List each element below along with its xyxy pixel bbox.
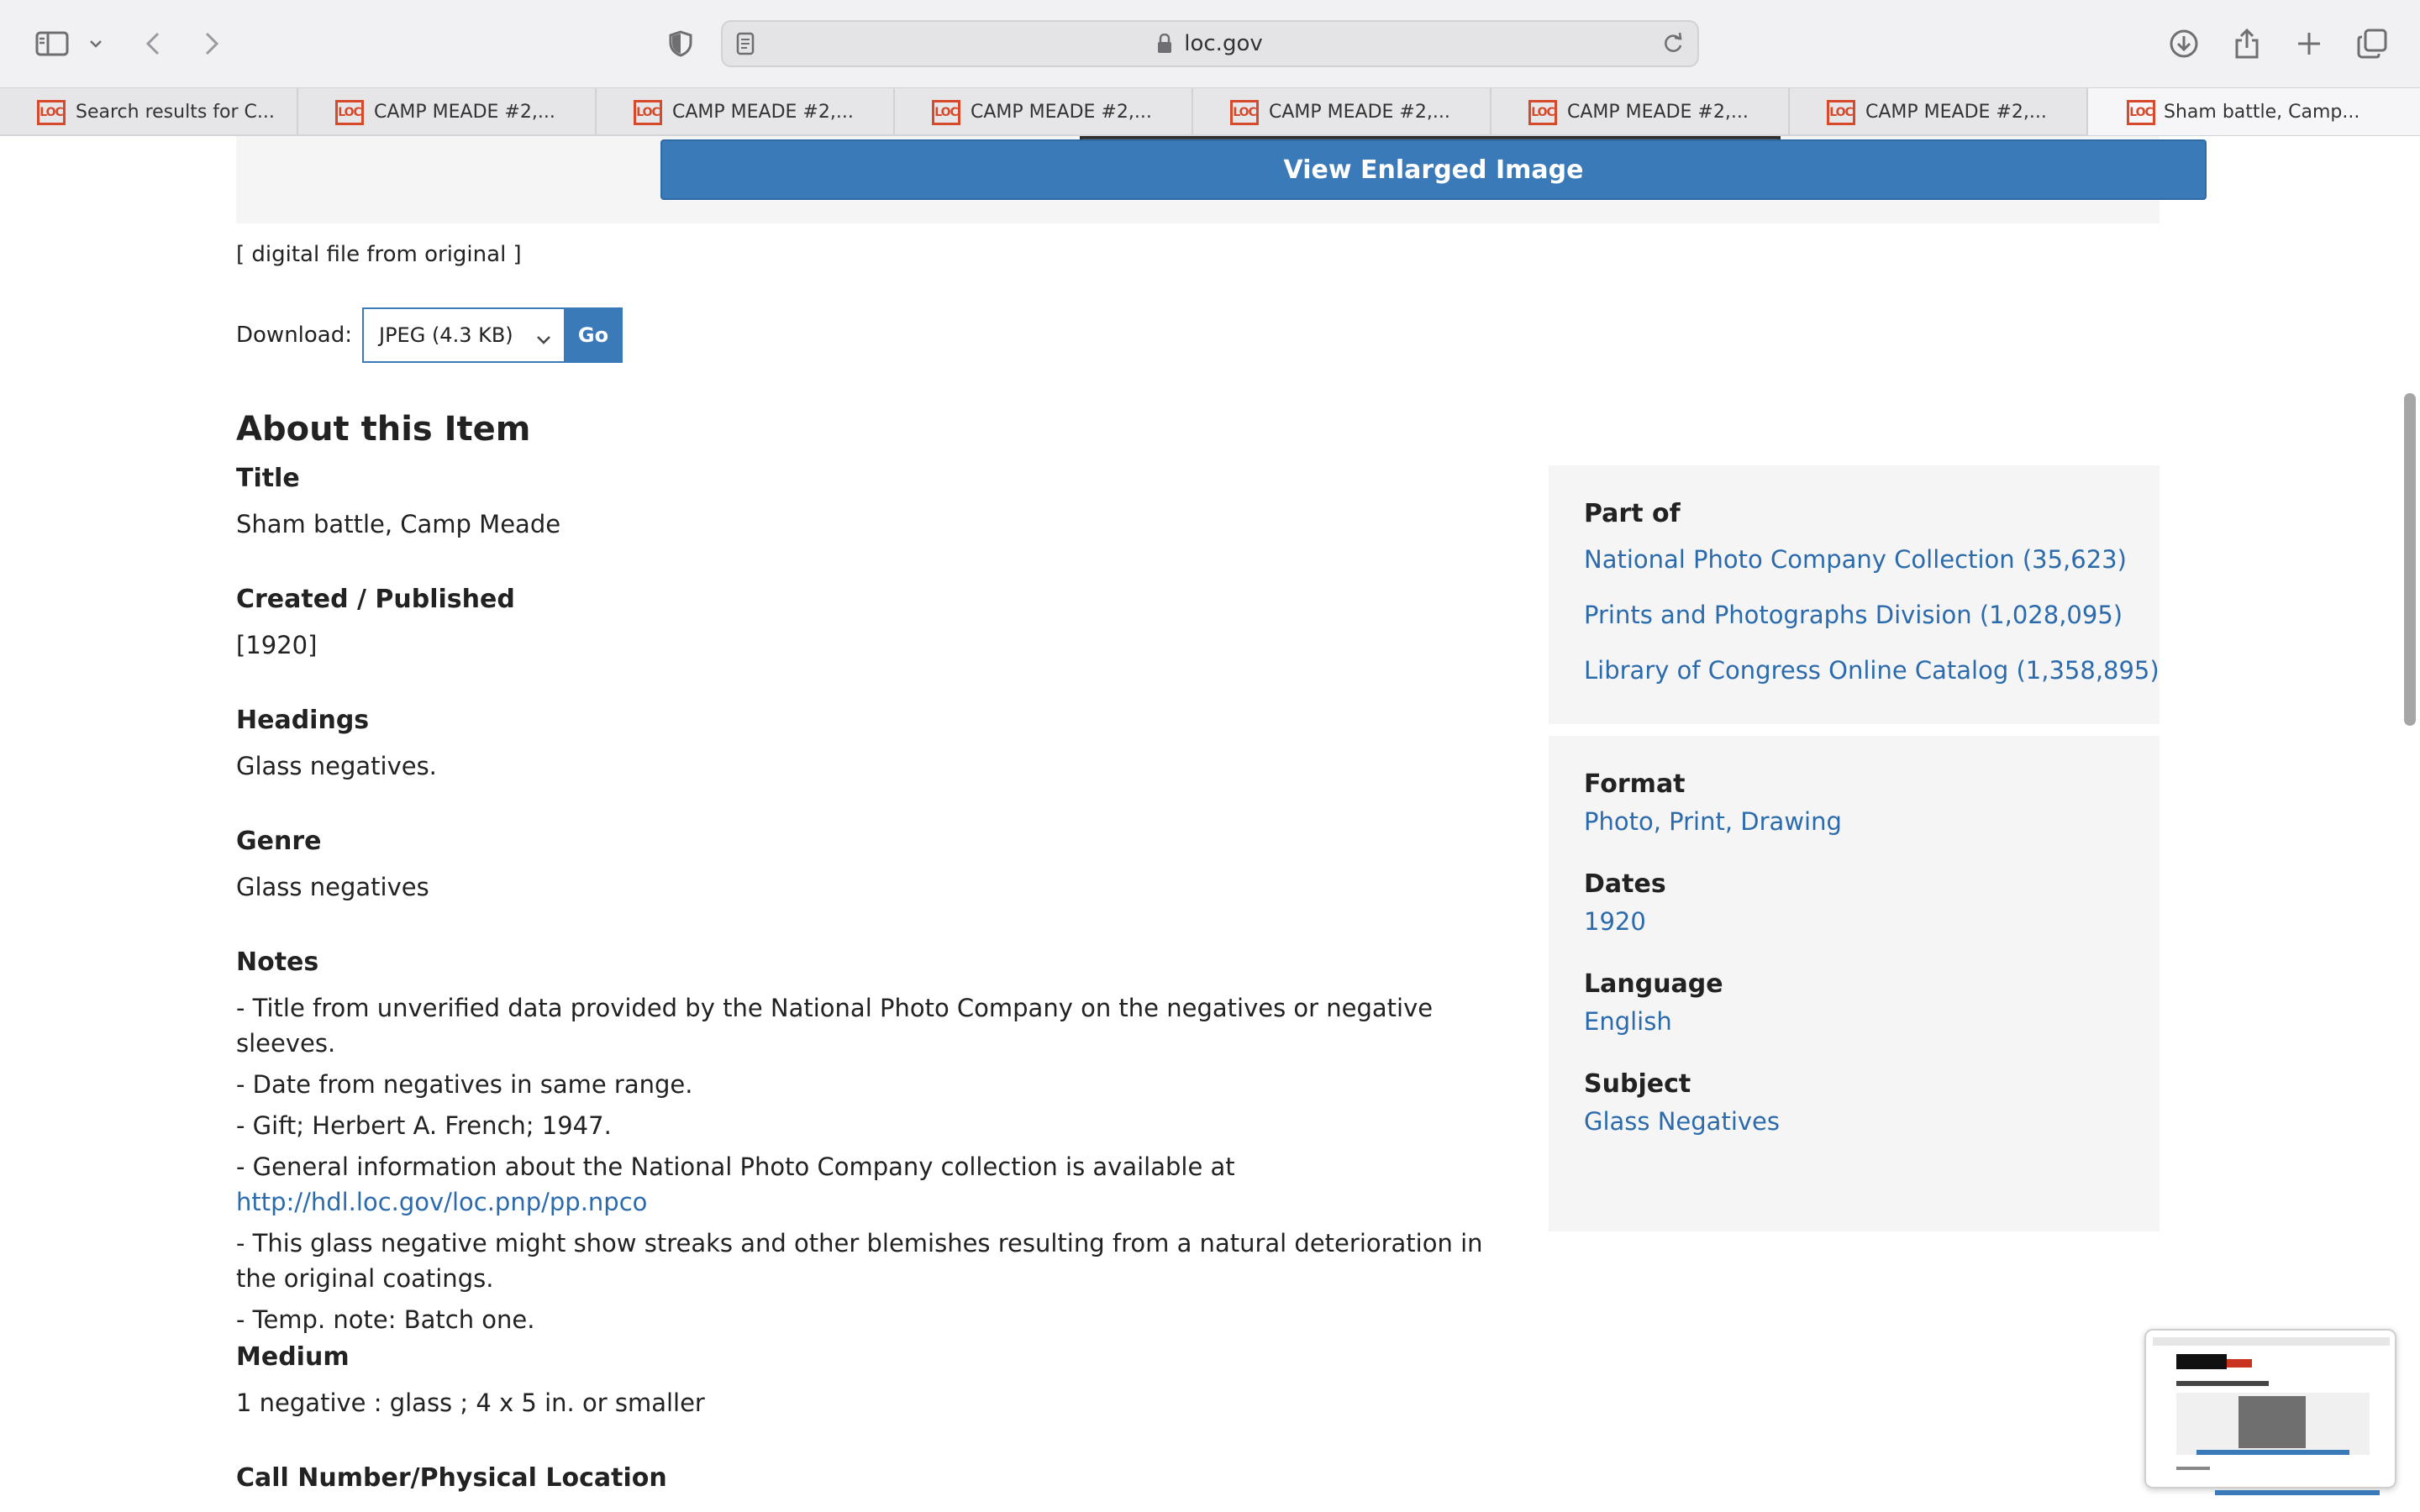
field-genre — [236, 827, 429, 901]
page-preview-thumbnail[interactable] — [2144, 1329, 2396, 1488]
note-item: - Date from negatives in same range. — [236, 1070, 693, 1099]
part-of-link[interactable]: Prints and Photographs Division (1,028,095) — [1584, 601, 2123, 629]
chevron-down-icon — [535, 328, 552, 351]
browser-toolbar — [0, 0, 2420, 87]
tab-bar — [0, 87, 2420, 136]
preview-underline — [2215, 1490, 2380, 1495]
download-icon[interactable] — [2166, 20, 2202, 67]
tab[interactable] — [895, 88, 1193, 135]
new-tab-icon[interactable] — [2292, 20, 2326, 67]
note-item: - This glass negative might show streaks and other blemishes resulting from a natural deterioration in the original coatings. — [236, 1229, 1483, 1293]
field-label: Created / Published — [236, 585, 515, 614]
loc-favicon-icon: LOC — [1230, 100, 1259, 125]
part-of-label: Part of — [1584, 499, 1681, 528]
scrollbar-track[interactable] — [2400, 136, 2420, 1512]
notes-list — [236, 990, 1497, 1337]
field-medium — [236, 1342, 705, 1417]
note-item: - Title from unverified data provided by the National Photo Company on the negatives or negative sleeves. — [236, 994, 1434, 1058]
lock-icon — [1157, 34, 1172, 54]
field-call-number — [236, 1463, 667, 1493]
download-format-value: JPEG (4.3 KB) — [379, 323, 513, 347]
tab[interactable] — [0, 88, 298, 135]
tab-label: CAMP MEADE #2,... — [1865, 101, 2047, 123]
subject-link[interactable]: Glass Negatives — [1584, 1107, 1780, 1136]
tab-overview-icon[interactable] — [2354, 20, 2390, 67]
address-bar[interactable] — [721, 20, 1699, 67]
preview-lines — [2176, 1467, 2210, 1470]
field-value: Glass negatives — [236, 873, 429, 901]
loc-favicon-icon: LOC — [1528, 100, 1557, 125]
field-value: Sham battle, Camp Meade — [236, 510, 561, 538]
field-label: Headings — [236, 706, 370, 735]
tab-active[interactable] — [2088, 88, 2420, 135]
loc-favicon-icon: LOC — [1827, 100, 1855, 125]
share-icon[interactable] — [2230, 20, 2264, 67]
image-panel — [236, 136, 2160, 223]
preview-title — [2176, 1381, 2269, 1386]
tab-label: CAMP MEADE #2,... — [971, 101, 1152, 123]
preview-image — [2238, 1396, 2306, 1448]
note-item-with-link — [236, 1149, 1497, 1220]
field-label: Medium — [236, 1342, 350, 1372]
tab-label: CAMP MEADE #2,... — [672, 101, 854, 123]
part-of-link[interactable]: National Photo Company Collection (35,623) — [1584, 545, 2127, 574]
view-enlarged-image-button[interactable]: View Enlarged Image — [660, 139, 2207, 200]
loc-favicon-icon: LOC — [37, 100, 66, 125]
tab-label: CAMP MEADE #2,... — [1269, 101, 1450, 123]
format-label: Format — [1584, 769, 1686, 799]
subject-label: Subject — [1584, 1069, 1691, 1099]
digital-file-note: [ digital file from original ] — [236, 242, 522, 267]
preview-button — [2196, 1450, 2349, 1455]
back-icon[interactable] — [139, 20, 166, 67]
sidebar-icon[interactable] — [32, 20, 72, 67]
tab[interactable] — [597, 88, 895, 135]
facets-box — [1549, 736, 2160, 1231]
tab-label: Search results for C... — [76, 101, 275, 123]
reload-icon[interactable] — [1662, 32, 1684, 59]
forward-icon[interactable] — [198, 20, 225, 67]
download-format-select[interactable] — [362, 307, 564, 363]
field-label: Title — [236, 464, 300, 493]
format-link[interactable]: Photo, Print, Drawing — [1584, 807, 1842, 836]
dates-label: Dates — [1584, 869, 1666, 899]
tab-label: CAMP MEADE #2,... — [374, 101, 555, 123]
note-item: - Temp. note: Batch one. — [236, 1305, 535, 1334]
note-text: - General information about the National Photo Company collection is available at — [236, 1152, 1235, 1181]
tab[interactable] — [298, 88, 597, 135]
language-label: Language — [1584, 969, 1723, 999]
preview-bar — [2153, 1337, 2390, 1346]
dates-link[interactable]: 1920 — [1584, 907, 1646, 936]
note-item: - Gift; Herbert A. French; 1947. — [236, 1111, 612, 1140]
privacy-shield-icon[interactable] — [666, 20, 696, 67]
field-label: Genre — [236, 827, 322, 856]
loc-favicon-icon: LOC — [634, 100, 662, 125]
tab-label: Sham battle, Camp... — [2164, 101, 2360, 123]
field-value: [1920] — [236, 631, 318, 659]
loc-favicon-icon: LOC — [335, 100, 364, 125]
loc-favicon-icon: LOC — [2127, 100, 2155, 125]
preview-logo-accent — [2227, 1359, 2252, 1368]
field-value: Glass negatives. — [236, 752, 437, 780]
part-of-link[interactable]: Library of Congress Online Catalog (1,358,895) — [1584, 656, 2160, 685]
npco-collection-link[interactable]: http://hdl.loc.gov/loc.pnp/pp.npco — [236, 1188, 648, 1216]
address-text: loc.gov — [1184, 31, 1263, 56]
field-notes — [236, 948, 1497, 1343]
field-title — [236, 464, 560, 538]
tab-label: CAMP MEADE #2,... — [1567, 101, 1749, 123]
chevron-down-icon[interactable] — [86, 20, 106, 67]
field-created — [236, 585, 515, 659]
download-row — [236, 307, 623, 363]
about-heading: About this Item — [236, 410, 531, 449]
part-of-box — [1549, 465, 2160, 724]
download-go-button[interactable]: Go — [564, 307, 623, 363]
field-headings — [236, 706, 437, 780]
page-content — [0, 136, 2420, 1512]
field-label: Call Number/Physical Location — [236, 1463, 667, 1493]
tab[interactable] — [1193, 88, 1491, 135]
tab[interactable] — [1491, 88, 1790, 135]
field-value: 1 negative : glass ; 4 x 5 in. or smaller — [236, 1389, 705, 1417]
loc-favicon-icon: LOC — [932, 100, 960, 125]
language-link[interactable]: English — [1584, 1007, 1672, 1036]
download-label: Download: — [236, 323, 352, 348]
tab[interactable] — [1790, 88, 2088, 135]
scrollbar-thumb[interactable] — [2404, 393, 2416, 726]
field-label: Notes — [236, 948, 319, 977]
preview-logo — [2176, 1354, 2227, 1369]
